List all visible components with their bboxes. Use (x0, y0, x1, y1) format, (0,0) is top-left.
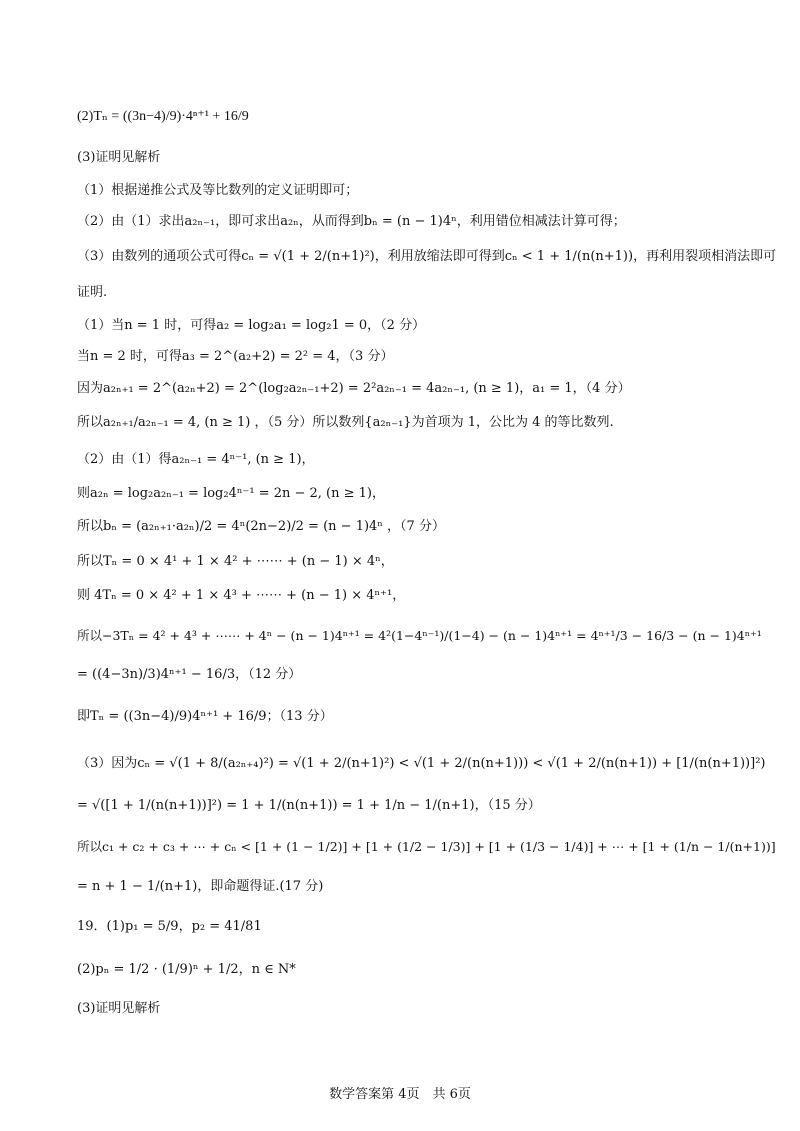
solution-line: 即Tₙ = ((3n−4)/9)4ⁿ⁺¹ + 16/9；（13 分） (77, 709, 333, 724)
answer-line: (2)Tₙ = ((3n−4)/9)·4ⁿ⁺¹ + 16/9 (77, 109, 249, 124)
answer-line: 19．(1)p₁ = 5/9，p₂ = 41/81 (77, 919, 262, 934)
answer-line: (3)证明见解析 (77, 150, 161, 165)
solution-line: 则a₂ₙ = log₂a₂ₙ₋₁ = log₂4ⁿ⁻¹ = 2n − 2, (n ≥ 1)， (77, 486, 386, 501)
solution-line: = ((4−3n)/3)4ⁿ⁺¹ − 16/3，（12 分） (77, 667, 302, 682)
solution-line: 所以−3Tₙ = 4² + 4³ + ⋯⋯ + 4ⁿ − (n − 1)4ⁿ⁺¹ = 4²(1−4ⁿ⁻¹)/(1−4) − (n − 1)4ⁿ⁺¹ = 4ⁿ⁺¹/3 − 16/3 − (n − 1)4ⁿ⁺¹ (77, 628, 762, 643)
solution-line: （2）由（1）得a₂ₙ₋₁ = 4ⁿ⁻¹, (n ≥ 1)， (77, 452, 315, 467)
analysis-line: （1）根据递推公式及等比数列的定义证明即可； (77, 183, 359, 198)
analysis-line: 证明. (77, 285, 108, 300)
solution-line: 当n = 2 时，可得a₃ = 2^(a₂+2) = 2² = 4，（3 分） (77, 349, 394, 364)
solution-line: 所以c₁ + c₂ + c₃ + ⋯ + cₙ < [1 + (1 − 1/2)] + [1 + (1/2 − 1/3)] + [1 + (1/3 − 1/4)] + ⋯ + [1 + (1/n − 1/(n+1))] (77, 839, 776, 854)
solution-line: （1）当n = 1 时，可得a₂ = log₂a₁ = log₂1 = 0，（2 分） (77, 318, 426, 333)
solution-line: 则 4Tₙ = 0 × 4² + 1 × 4³ + ⋯⋯ + (n − 1) × 4ⁿ⁺¹， (77, 588, 406, 603)
answer-line: (3)证明见解析 (77, 1001, 161, 1016)
solution-line: （3）因为cₙ = √(1 + 8/(a₂ₙ₊₄)²) = √(1 + 2/(n+1)²) < √(1 + 2/(n(n+1))) < √(1 + 2/(n(n+1)) + [1/(n(n+1))]²) (77, 756, 766, 771)
solution-line: = n + 1 − 1/(n+1)，即命题得证.(17 分) (77, 879, 324, 894)
page-footer: 数学答案第 4页 共 6页 (329, 1087, 471, 1102)
analysis-line: （3）由数列的通项公式可得cₙ = √(1 + 2/(n+1)²)，利用放缩法即可得到cₙ < 1 + 1/(n(n+1))，再利用裂项相消法即可 (77, 249, 777, 264)
solution-line: 所以a₂ₙ₊₁/a₂ₙ₋₁ = 4, (n ≥ 1) ，（5 分）所以数列{a₂ₙ₋₁}为首项为 1，公比为 4 的等比数列. (77, 415, 614, 430)
solution-line: 因为a₂ₙ₊₁ = 2^(a₂ₙ+2) = 2^(log₂a₂ₙ₋₁+2) = 2²a₂ₙ₋₁ = 4a₂ₙ₋₁, (n ≥ 1)，a₁ = 1，（4 分） (77, 381, 631, 396)
answer-line: (2)pₙ = 1/2 · (1/9)ⁿ + 1/2，n ∈ N* (77, 962, 296, 977)
analysis-line: （2）由（1）求出a₂ₙ₋₁，即可求出a₂ₙ，从而得到bₙ = (n − 1)4ⁿ，利用错位相减法计算可得； (77, 214, 626, 229)
solution-line: = √([1 + 1/(n(n+1))]²) = 1 + 1/(n(n+1)) = 1 + 1/n − 1/(n+1)，（15 分） (77, 798, 541, 813)
solution-line: 所以Tₙ = 0 × 4¹ + 1 × 4² + ⋯⋯ + (n − 1) × 4ⁿ， (77, 554, 394, 569)
solution-line: 所以bₙ = (a₂ₙ₊₁·a₂ₙ)/2 = 4ⁿ(2n−2)/2 = (n − 1)4ⁿ ，（7 分） (77, 519, 445, 534)
